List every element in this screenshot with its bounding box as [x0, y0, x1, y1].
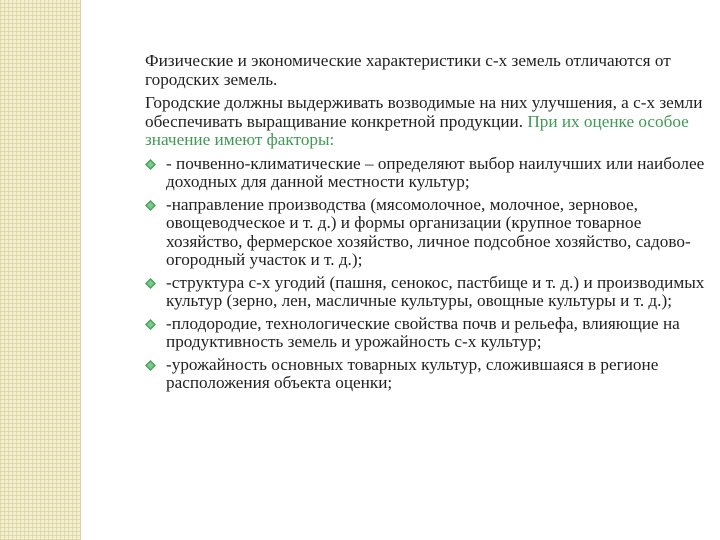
- diamond-bullet-icon: [145, 319, 156, 330]
- factor-text: - почвенно-климатические – определяют выбор наилучших или наиболее доходных для данной местности культур;: [166, 153, 705, 191]
- factor-text: -направление производства (мясомолочное, молочное, зерновое, овощеводческое и т. д.) и формы организации (крупное товарное хозяйство, фермерское хозяйство, личное подсобное хозяйство, садово-огородный участок и т. д.);: [166, 194, 691, 269]
- factor-text: -структура с-х угодий (пашня, сенокос, пастбище и т. д.) и производимых культур (зерно, лен, масличные культуры, овощные культуры и т. д.);: [166, 272, 705, 310]
- factor-list: [145, 155, 715, 393]
- slide-body: [145, 52, 715, 397]
- list-item: [145, 356, 715, 393]
- factors-paragraph-text: Городские должны выдерживать возводимые на них улучшения, а с-х земли обеспечивать выращивание конкретной продукции.: [145, 93, 703, 131]
- diamond-bullet-icon: [145, 200, 156, 211]
- factor-text: -урожайность основных товарных культур, сложившаяся в регионе расположения объекта оценки;: [166, 354, 659, 392]
- factors-paragraph-highlight: При их оценке особое значение имеют факторы:: [145, 111, 689, 149]
- list-item: [145, 196, 715, 270]
- factor-text: -плодородие, технологические свойства почв и рельефа, влияющие на продуктивность земель и урожайность с-х культур;: [166, 313, 680, 351]
- decorative-side-pattern: [0, 0, 80, 540]
- diamond-bullet-icon: [145, 278, 156, 289]
- list-item: [145, 315, 715, 352]
- diamond-bullet-icon: [145, 360, 156, 371]
- side-divider: [80, 0, 81, 540]
- list-item: [145, 155, 715, 192]
- diamond-bullet-icon: [145, 159, 156, 170]
- intro-paragraph: Физические и экономические характеристики с-х земель отличаются от городских земель.: [145, 51, 671, 89]
- list-item: [145, 274, 715, 311]
- factors-paragraph: [145, 94, 715, 150]
